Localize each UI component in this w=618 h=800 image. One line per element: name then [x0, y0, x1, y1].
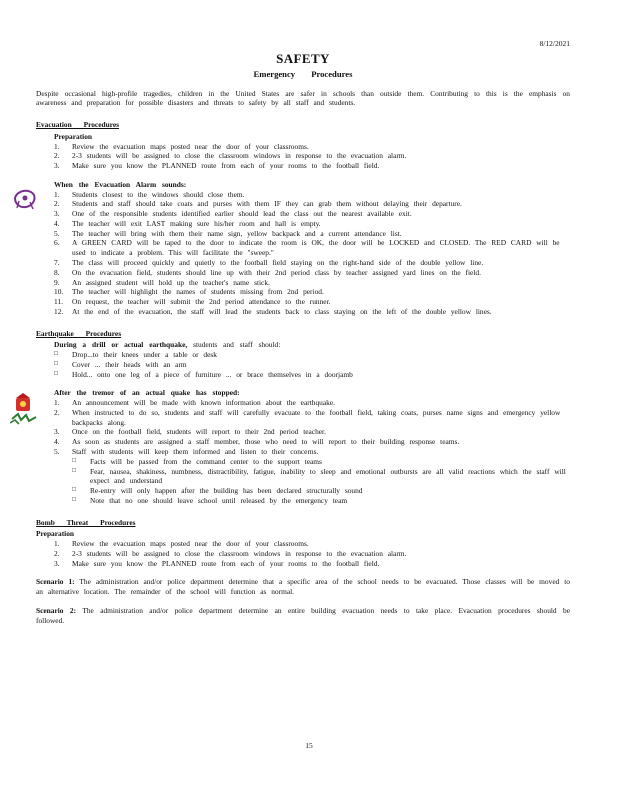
checkbox-bullet-icon: □ — [72, 486, 76, 494]
evacuation-prep-heading: Preparation — [54, 131, 93, 141]
document-title: SAFETY — [276, 51, 330, 66]
page-date: 8/12/2021 — [539, 39, 570, 48]
list-item: 8. On the evacuation field, students should line up with their 2nd period class by teacher assigned yard lines on the field. — [54, 267, 481, 277]
list-item: 2. 2-3 students will be assigned to close the classroom windows in response to the evacuation alarm. — [54, 548, 407, 558]
checkbox-bullet-icon: □ — [54, 359, 58, 367]
document-body — [36, 50, 570, 625]
earthquake-after-list — [36, 398, 570, 505]
concerns-list — [36, 457, 570, 506]
evacuation-heading: Evacuation Procedures — [36, 120, 120, 130]
list-item: 5. The teacher will bring with them their name sign, yellow backpack and a current attendance list. — [54, 228, 402, 238]
scenario-2: Scenario 2: The administration and/or police department determine an entire building evacuation needs to take place. Evacuation procedures should be followed. — [36, 605, 570, 625]
bomb-prep-heading: Preparation — [36, 529, 75, 539]
evacuation-alarm-list — [36, 190, 570, 317]
evacuation-alarm-heading: When the Evacuation Alarm sounds: — [54, 179, 187, 189]
list-item: 6. A GREEN CARD will be taped to the door to indicate the room is OK, the door will be LOCKED and CLOSED. The RED CARD will be used to indicate a problem. This will facilitate the "sweep." — [54, 238, 560, 258]
list-item: □ Note that no one should leave school until released by the emergency team — [72, 495, 348, 505]
list-item: 1. Review the evacuation maps posted near the door of your classrooms. — [54, 141, 309, 151]
earthquake-drill-list — [36, 350, 570, 379]
checkbox-bullet-icon: □ — [54, 350, 58, 358]
intro-paragraph: Despite occasional high-profile tragedies, children in the United States are safer in schools than outside them. Contributing to this is the emphasis on awareness and preparation for possible disasters and threats to safety by all staff and students. — [36, 88, 570, 108]
list-item: 2. When instructed to do so, students and staff will carefully evacuate to the football field, taking coats, purses name signs and emergency yellow backpacks along. — [54, 407, 561, 427]
list-item: 10. The teacher will highlight the names of students missing from 2nd period. — [54, 287, 324, 297]
list-item: 1. Review the evacuation maps posted near the door of your classrooms. — [54, 539, 309, 549]
checkbox-bullet-icon: □ — [54, 369, 58, 377]
earthquake-heading: Earthquake Procedures — [36, 328, 122, 338]
evacuation-clipart-icon — [12, 186, 38, 212]
document-subtitle: Emergency Procedures — [253, 69, 353, 80]
evacuation-prep-list — [36, 142, 570, 171]
list-item: 3. One of the responsible students identified earlier should lead the class out the nearest available exit. — [54, 209, 412, 219]
list-item: 3. Make sure you know the PLANNED route from each of your rooms to the football field. — [54, 558, 380, 568]
list-item: 12. At the end of the evacuation, the staff will lead the students back to class staying on the left of the double yellow lines. — [54, 306, 492, 316]
checkbox-bullet-icon: □ — [72, 456, 76, 464]
list-item: □ Cover ... their heads with an arm — [54, 359, 187, 369]
list-item: 1. Students closest to the windows should close them. — [54, 189, 245, 199]
list-item: 4. As soon as students are assigned a staff member, those who need to will report to their building response teams. — [54, 437, 460, 447]
list-item: □ Hold... onto one leg of a piece of furniture ... or brace themselves in a doorjamb — [54, 369, 353, 379]
checkbox-bullet-icon: □ — [72, 495, 76, 503]
earthquake-after-heading: After the tremor of an actual quake has stopped: — [54, 388, 240, 398]
list-item: □ Drop...to their knees under a table or desk — [54, 350, 217, 360]
list-item: 2. Students and staff should take coats and purses with them IF they can grab them without delaying their departure. — [54, 199, 462, 209]
list-item: 1. An announcement will be made with known information about the earthquake. — [54, 398, 335, 408]
earthquake-drill-heading: During a drill or actual earthquake, students and staff should: — [54, 340, 281, 350]
page-number: 15 — [305, 741, 313, 750]
bomb-threat-heading: Bomb Threat Procedures — [36, 517, 136, 527]
list-item: 5. Staff with students will keep them informed and listen to their concerns. □ Facts will be passed from the command center to the support teams □ Fear, nausea, shakiness, numbness, distractibility, fatigue, inability to sleep and emotional outbursts are all valid reactions which the staff will expect and understand □ Re-entry will only happen after the building has been declared structurally sound □ Note that no one should leave school until released by the emergency team — [36, 447, 570, 506]
list-item: 7. The class will proceed quickly and quietly to the football field staying on the right-hand side of the double yellow line. — [54, 257, 484, 267]
list-item: □ Facts will be passed from the command center to the support teams — [72, 456, 322, 466]
list-item: □ Re-entry will only happen after the building has been declared structurally sound — [72, 486, 363, 496]
list-item: 2. 2-3 students will be assigned to close the classroom windows in response to the evacuation alarm. — [54, 151, 407, 161]
earthquake-clipart-icon — [10, 393, 38, 425]
list-item: 11. On request, the teacher will submit the 2nd period attendance to the runner. — [54, 297, 331, 307]
list-item: □ Fear, nausea, shakiness, numbness, distractibility, fatigue, inability to sleep and emotional outbursts are all valid reactions which the staff will expect and understand — [72, 466, 566, 486]
list-item: 9. An assigned student will hold up the teacher's name stick. — [54, 277, 270, 287]
list-item: 4. The teacher will exit LAST making sure his/her room and hall is empty. — [54, 218, 321, 228]
scenario-1: Scenario 1: The administration and/or police department determine that a specific area of the school needs to be evacuated. Those classes will be moved to an alternative location. The remainder of the school will function as normal. — [36, 577, 570, 597]
checkbox-bullet-icon: □ — [72, 466, 76, 474]
bomb-prep-list — [36, 539, 570, 568]
list-item: 3. Once on the football field, students will report to their 2nd period teacher. — [54, 427, 326, 437]
list-item: 3. Make sure you know the PLANNED route from each of your rooms to the football field. — [54, 161, 380, 171]
